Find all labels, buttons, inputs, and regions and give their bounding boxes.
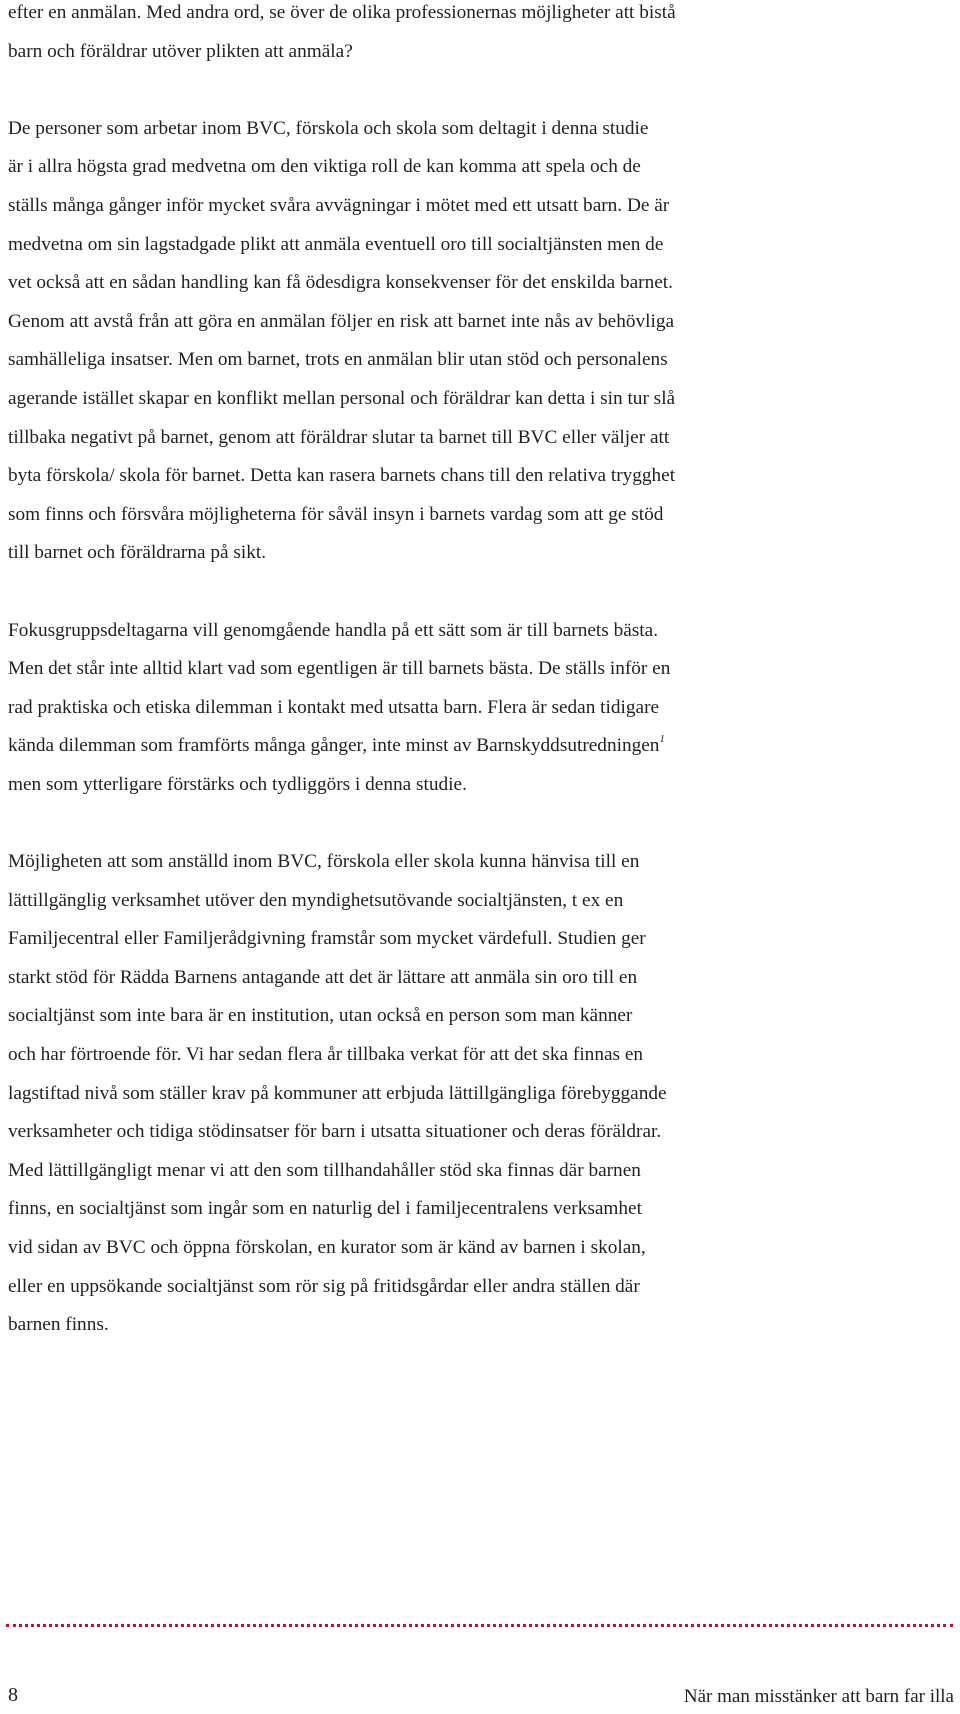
paragraph-1 — [8, 0, 888, 71]
text-line: kända dilemman som framförts många gånger, inte minst av Barnskyddsutredningen — [8, 735, 660, 757]
text-line: lagstiftad nivå som ställer krav på kommuner att erbjuda lättillgängliga förebyggande — [8, 1082, 667, 1104]
text-line: Möjligheten att som anställd inom BVC, förskola eller skola kunna hänvisa till en — [8, 851, 640, 873]
text-line: samhälleliga insatser. Men om barnet, trots en anmälan blir utan stöd och personalens — [8, 349, 668, 371]
text-line: är i allra högsta grad medvetna om den viktiga roll de kan komma att spela och de — [8, 156, 641, 178]
text-line: verksamheter och tidiga stödinsatser för barn i utsatta situationer och deras föräldrar. — [8, 1121, 662, 1143]
text-line: socialtjänst som inte bara är en institution, utan också en person som man känner — [8, 1005, 633, 1027]
page-number: 8 — [8, 1684, 18, 1706]
text-line: finns, en socialtjänst som ingår som en naturlig del i familjecentralens verksamhet — [8, 1198, 642, 1220]
paragraph-3 — [8, 612, 888, 805]
text-line: efter en anmälan. Med andra ord, se över de olika professionernas möjligheter att bistå — [8, 2, 676, 23]
text-line: till barnet och föräldrarna på sikt. — [8, 542, 267, 564]
text-line: starkt stöd för Rädda Barnens antagande att det är lättare att anmäla sin oro till en — [8, 966, 638, 988]
text-line: Familjecentral eller Familjerådgivning framstår som mycket värdefull. Studien ger — [8, 928, 646, 950]
footer-dotted-rule — [6, 1624, 953, 1627]
text-line: Men det står inte alltid klart vad som egentligen är till barnets bästa. De ställs inför en — [8, 658, 671, 680]
text-line: som finns och försvåra möjligheterna för såväl insyn i barnets vardag som att ge stöd — [8, 503, 664, 525]
text-line: tillbaka negativt på barnet, genom att föräldrar slutar ta barnet till BVC eller väljer att — [8, 426, 670, 448]
text-line: och har förtroende för. Vi har sedan flera år tillbaka verkat för att det ska finnas en — [8, 1044, 644, 1066]
text-line: barn och föräldrar utöver plikten att anmäla? — [8, 40, 353, 62]
document-body — [8, 0, 888, 1345]
text-line: ställs många gånger inför mycket svåra avvägningar i mötet med ett utsatt barn. De är — [8, 194, 670, 216]
text-line: Med lättillgängligt menar vi att den som tillhandahåller stöd ska finnas där barnen — [8, 1159, 641, 1181]
footnote-marker: 1 — [659, 733, 665, 746]
running-footer-title: När man misstänker att barn far illa — [683, 1686, 954, 1707]
text-line: agerande istället skapar en konflikt mellan personal och föräldrar kan detta i sin tur slå — [8, 387, 676, 409]
text-line: Fokusgruppsdeltagarna vill genomgående handla på ett sätt som är till barnets bästa. — [8, 619, 659, 641]
text-line: medvetna om sin lagstadgade plikt att anmäla eventuell oro till socialtjänsten men de — [8, 233, 664, 255]
text-line: vid sidan av BVC och öppna förskolan, en kurator som är känd av barnen i skolan, — [8, 1237, 646, 1258]
text-line: rad praktiska och etiska dilemman i kontakt med utsatta barn. Flera är sedan tidigare — [8, 696, 660, 718]
text-line: barnen finns. — [8, 1314, 109, 1336]
text-line-with-footnote — [8, 727, 888, 766]
text-line: byta förskola/ skola för barnet. Detta kan rasera barnets chans till den relativa trygghet — [8, 465, 676, 487]
text-line: eller en uppsökande socialtjänst som rör sig på fritidsgårdar eller andra ställen där — [8, 1275, 640, 1297]
text-line: Genom att avstå från att göra en anmälan följer en risk att barnet inte nås av behövliga — [8, 310, 675, 332]
text-line: vet också att en sådan handling kan få ödesdigra konsekvenser för det enskilda barnet. — [8, 272, 673, 294]
paragraph-4 — [8, 843, 888, 1345]
text-line: lättillgänglig verksamhet utöver den myndighetsutövande socialtjänsten, t ex en — [8, 889, 624, 911]
paragraph-2 — [8, 110, 888, 573]
text-line: De personer som arbetar inom BVC, förskola och skola som deltagit i denna studie — [8, 117, 649, 139]
text-line: men som ytterligare förstärks och tydliggörs i denna studie. — [8, 773, 467, 795]
